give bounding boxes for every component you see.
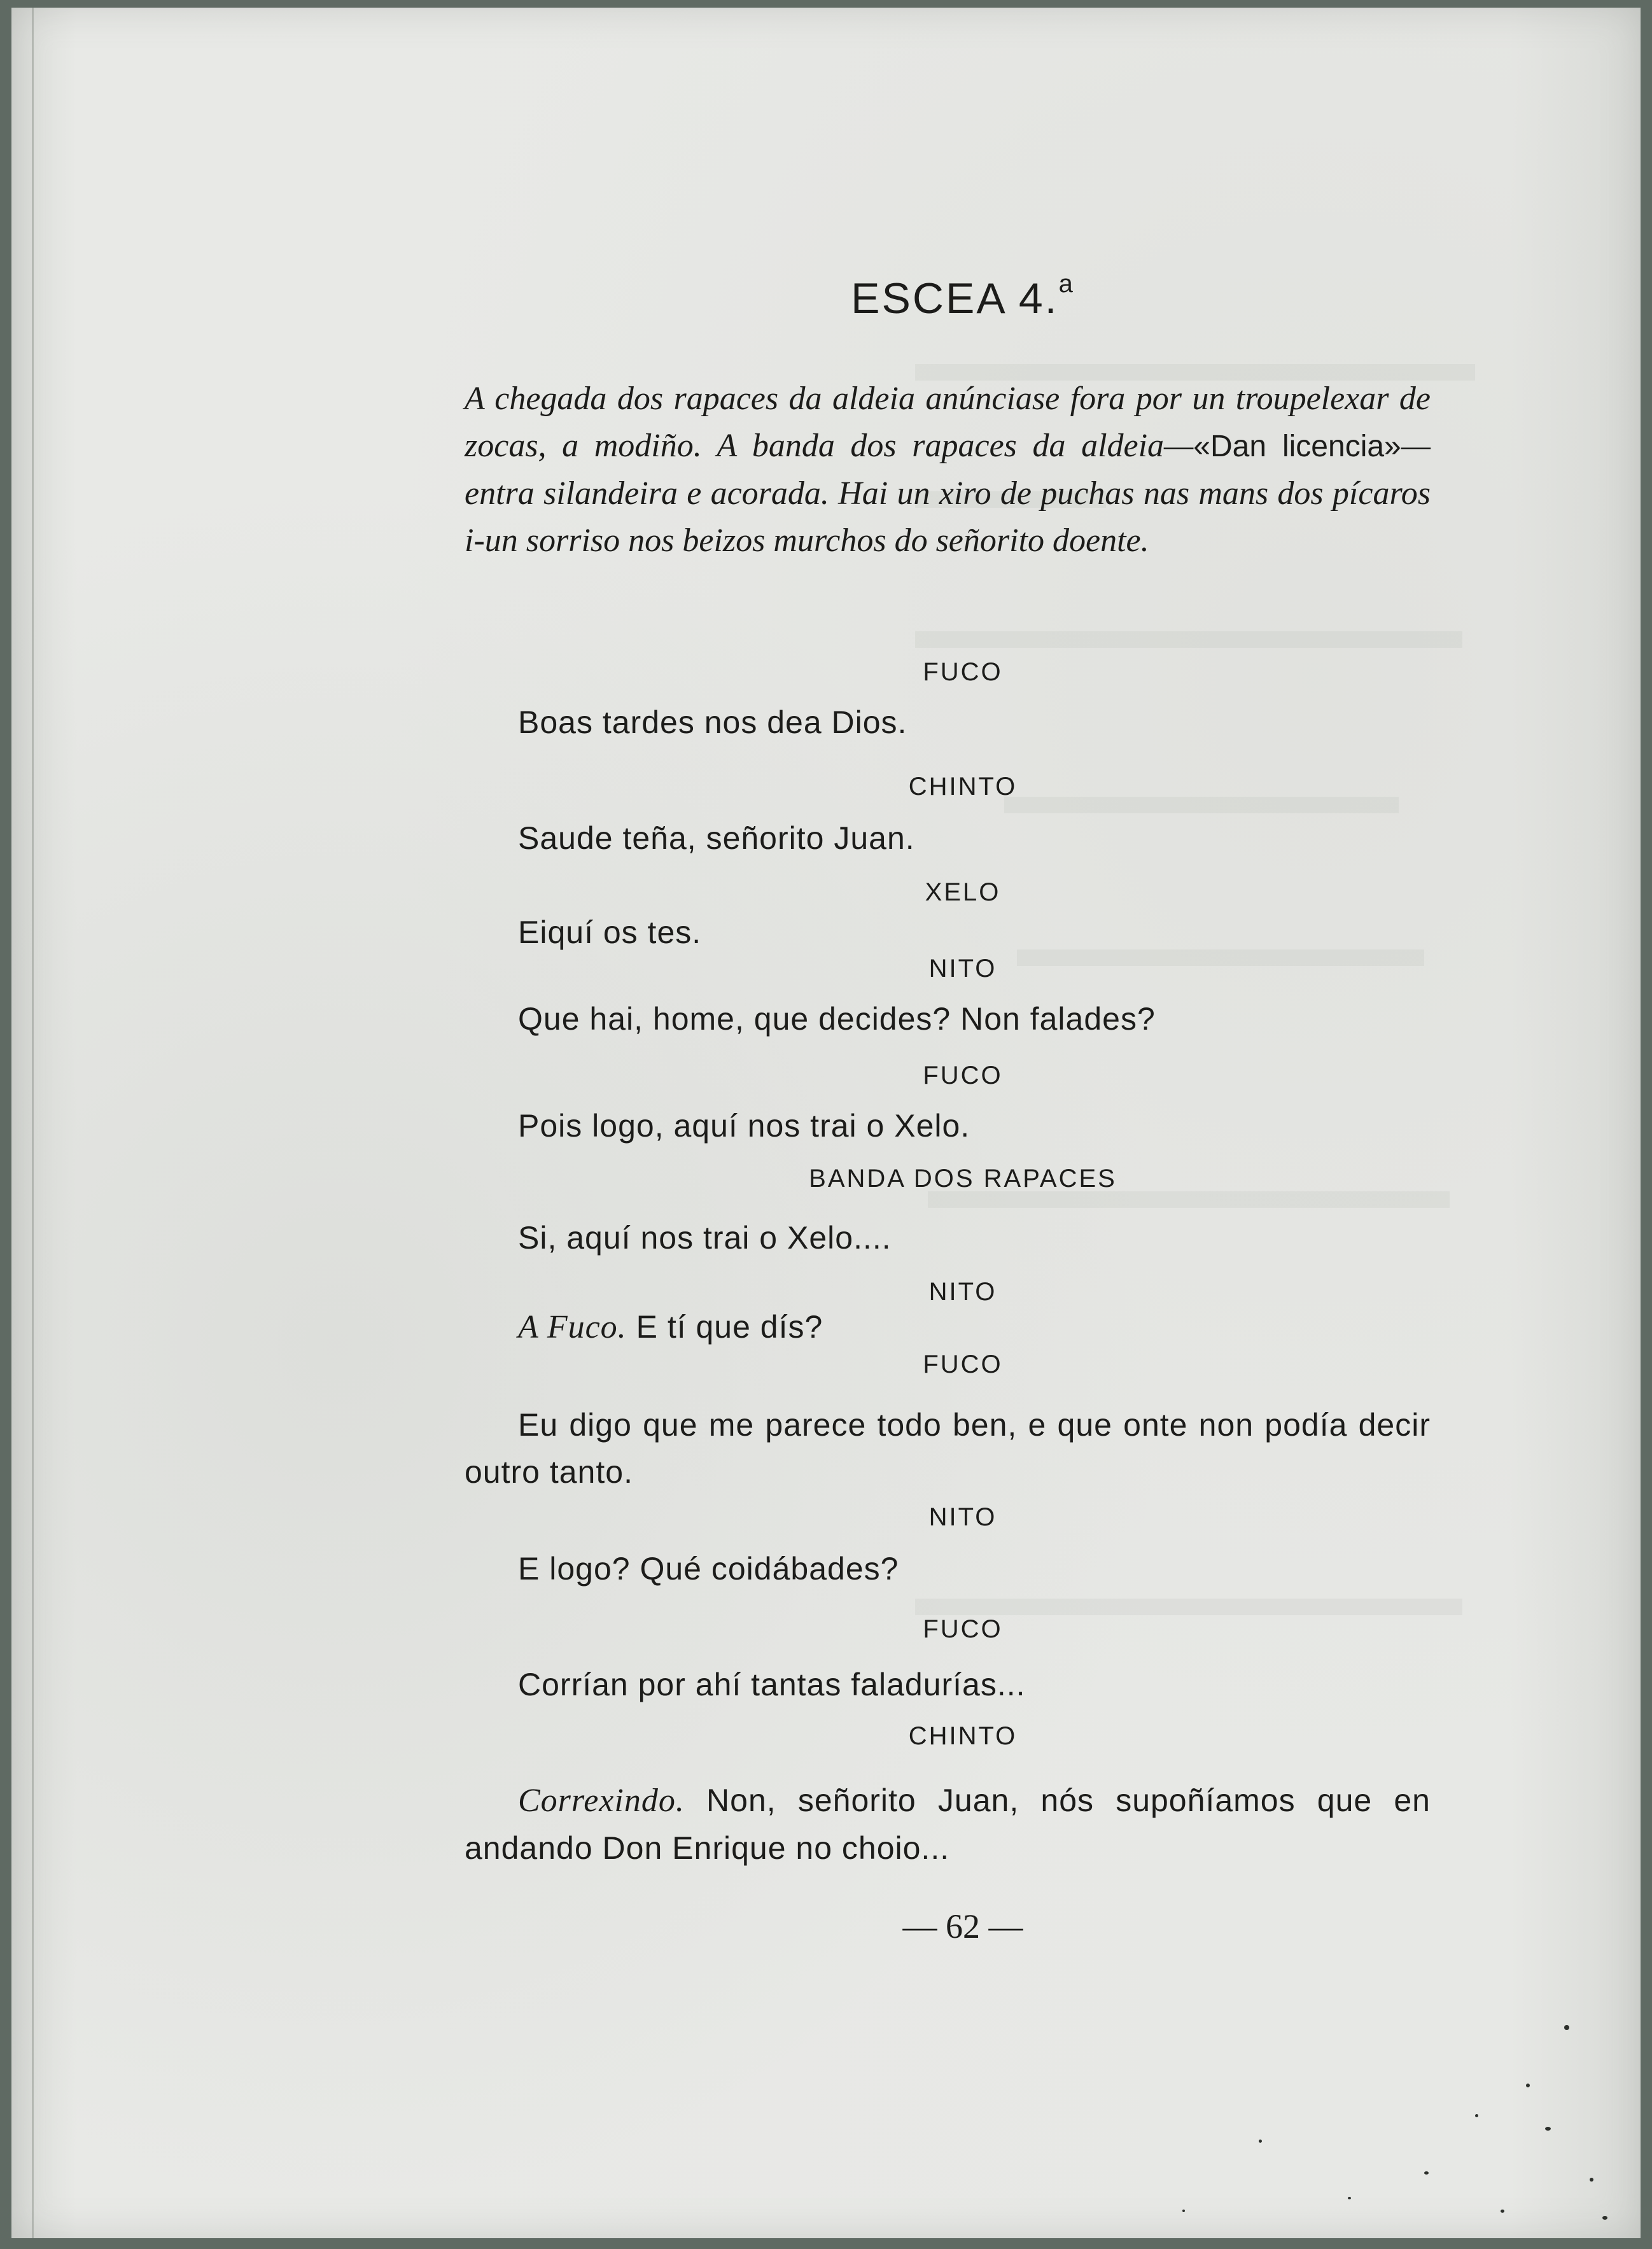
speaker-name: XELO (925, 878, 1001, 906)
dialogue-paragraph (465, 1777, 1431, 1872)
dialogue-line: Eiquí os tes. (518, 914, 702, 950)
page-fold-line (32, 8, 34, 2238)
dialogue-paragraph-text: Non, señorito Juan, nós supoñíamos que en andando Don Enrique no choio... (465, 1783, 1431, 1866)
speaker-name: BANDA DOS RAPACES (809, 1165, 1117, 1193)
speaker-name: NITO (928, 1278, 997, 1306)
speaker-name: NITO (928, 955, 997, 983)
dialogue-direction: Correxindo. (518, 1783, 685, 1819)
book-page (11, 8, 1641, 2238)
speaker-name: NITO (928, 1503, 997, 1531)
scene-title-text: ESCEA 4. (851, 274, 1059, 323)
dialogue-paragraph: Eu digo que me parece todo ben, e que onte non podía decir outro tanto. (465, 1407, 1431, 1490)
speaker-name: FUCO (923, 658, 1003, 686)
speaker-name: CHINTO (908, 1722, 1018, 1750)
dialogue-direction: A Fuco. (518, 1309, 627, 1345)
stage-direction (465, 375, 1431, 564)
speaker-name: FUCO (923, 1615, 1003, 1643)
speaker-name: FUCO (923, 1061, 1003, 1089)
dialogue-line (518, 1308, 823, 1346)
scene-title-superscript: a (1058, 270, 1075, 298)
dialogue-line: Si, aquí nos trai o Xelo.... (518, 1220, 892, 1256)
stage-direction-quote: «Dan licencia» (1193, 430, 1401, 463)
dialogue-line: Saude teña, señorito Juan. (518, 820, 915, 856)
speaker-name: FUCO (923, 1350, 1003, 1378)
stage-direction-part2: —entra silandeira e acorada. Hai un xiro de puchas nas mans dos pícaros i-un sorriso nos beizos murchos do señorito doente. (465, 428, 1431, 559)
stage-direction-part1: A chegada dos rapaces da aldeia anúnciase fora por un troupelexar de zocas, a modiño. A banda dos rapaces da aldeia— (465, 381, 1431, 464)
dialogue-line: Corrían por ahí tantas faladurías... (518, 1667, 1026, 1702)
dialogue-line: Boas tardes nos dea Dios. (518, 704, 907, 740)
dialogue-line: E logo? Qué coidábades? (518, 1551, 899, 1587)
page-number: — 62 — (902, 1907, 1023, 1945)
scene-title (11, 270, 1652, 323)
speaker-name: CHINTO (908, 773, 1018, 801)
dialogue-line: Pois logo, aquí nos trai o Xelo. (518, 1108, 970, 1144)
dialogue-line: Que hai, home, que decides? Non falades? (518, 1001, 1156, 1037)
dialogue-line-text: E tí que dís? (636, 1309, 823, 1345)
